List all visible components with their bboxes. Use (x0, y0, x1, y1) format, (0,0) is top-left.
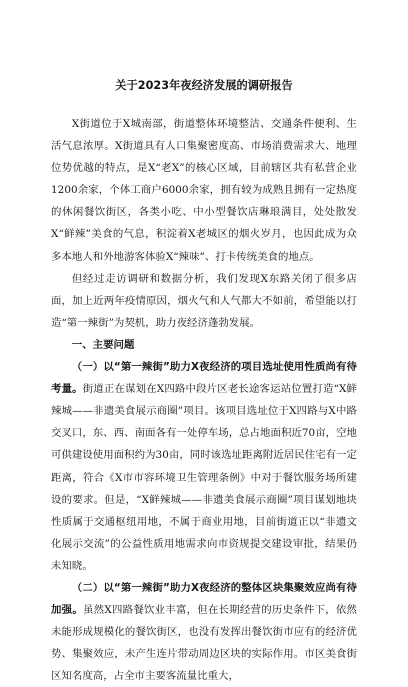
issue-paragraph-2 (51, 577, 357, 687)
issue-heading-2: （二）以“第一辣街”助力X夜经济的整体区块集聚效应尚有待加强。 (51, 581, 357, 617)
intro-paragraph-1: X街道位于X城南部，街道整体环境整洁、交通条件便利、生活气息浓厚。X街道具有人口集聚密度高、市场消费需求大、地理位势优越的特点，是X“老X”的核心区域，目前辖区共有私营企业1200余家，个体工商户6000余家，拥有较为成熟且拥有一定热度的休闲餐饮街区，各类小吃、中小型餐饮店琳琅满目，处处散发X“鲜辣”美食的气息，积淀着X老城区的烟火岁月，也因此成为众多本地人和外地游客体验X“辣味”、打卡传统美食的地点。 (51, 118, 357, 263)
issue-body-1: 街道正在谋划在X四路中段片区老长途客运站位置打造“X鲜辣城——非遗美食展示商圈”项目。该项目选址位于X四路与X中路交叉口，东、西、南面各有一处停车场，总占地面积近70亩，空地可供建设使用面积约为30亩，同时该选址距离附近居民住宅有一定距离，符合《X市市容环境卫生管理条例》中对于餐饮服务场所建设的要求。但是，“X鲜辣城——非遗美食展示商圈”项目谋划地块性质属于交通枢纽用地，不属于商业用地，目前街道正以“非遗文化展示交流”的公益性质用地需求向市资规提交建设审批，结果仍未知晓。 (51, 383, 357, 572)
issue-paragraph-1 (51, 356, 357, 577)
issue-body-2: 虽然X四路餐饮业丰富，但在长期经营的历史条件下，依然未能形成规模化的餐饮街区，也没有发挥出餐饮街市应有的经济优势、集聚效应，未产生连片带动周边区块的实际作用。市区美食街区知名度高，占全市主要客流量比重大， (51, 604, 357, 683)
document-title: 关于2023年夜经济发展的调研报告 (115, 79, 293, 92)
intro-paragraph-2: 但经过走访调研和数据分析，我们发现X东路关闭了很多店面，加上近两年疫情原因，烟火气和人气都大不如前，希望能以打造“第一辣街”为契机，助力夜经济蓬勃发展。 (51, 272, 357, 329)
section-heading-main-issues: 一、主要问题 (71, 338, 135, 351)
issue-heading-1: （一）以“第一辣街”助力X夜经济的项目选址使用性质尚有待考量。 (51, 361, 357, 396)
